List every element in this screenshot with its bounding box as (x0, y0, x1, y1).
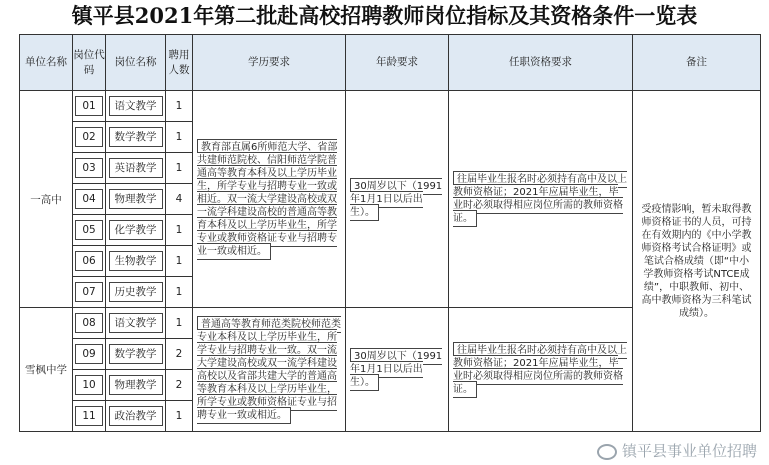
unit-name: 雪枫中学 (20, 308, 73, 432)
post-code: 09 (75, 344, 103, 364)
post-code: 11 (75, 406, 103, 426)
post-code: 04 (75, 189, 103, 209)
post-name: 历史教学 (109, 282, 163, 302)
post-count: 1 (166, 308, 193, 339)
unit-name: 一高中 (20, 91, 73, 308)
post-code: 08 (75, 313, 103, 333)
qual-text: 往届毕业生报名时必须持有高中及以上教师资格证；2021年应届毕业生，毕业时必须取得相应岗位所需的教师资格证。 (453, 171, 627, 227)
post-name: 语文教学 (109, 96, 163, 116)
post-count: 1 (166, 91, 193, 122)
edu-requirement (193, 91, 346, 308)
watermark (597, 440, 757, 461)
post-code: 10 (75, 375, 103, 395)
recruitment-table (19, 34, 761, 432)
post-count: 1 (166, 122, 193, 153)
post-count: 4 (166, 184, 193, 215)
post-count: 1 (166, 246, 193, 277)
age-text: 30周岁以下（1991年1月1日以后出生）。 (350, 348, 442, 391)
post-code: 02 (75, 127, 103, 147)
post-count: 1 (166, 277, 193, 308)
post-name: 政治教学 (109, 406, 163, 426)
header-edu: 学历要求 (193, 35, 346, 91)
qual-text: 往届毕业生报名时必须持有高中及以上教师资格证；2021年应届毕业生，毕业时必须取得相应岗位所需的教师资格证。 (453, 342, 627, 398)
header-row (20, 35, 761, 91)
post-count: 1 (166, 153, 193, 184)
post-count: 1 (166, 401, 193, 432)
post-count: 2 (166, 339, 193, 370)
post-code: 05 (75, 220, 103, 240)
post-name: 物理教学 (109, 375, 163, 395)
header-unit: 单位名称 (20, 35, 73, 91)
header-post: 岗位名称 (106, 35, 166, 91)
post-name: 物理教学 (109, 189, 163, 209)
wechat-icon (597, 444, 617, 460)
qual-requirement (449, 91, 633, 308)
post-name: 化学教学 (109, 220, 163, 240)
notes-cell: 受疫情影响，暂未取得教师资格证书的人员，可持在有效期内的《中小学教师资格考试合格证明》或笔试合格成绩（即“中小学教师资格考试NTCE成绩”，中职教师、初中、高中教师资格为三科笔试成绩）。 (633, 91, 761, 432)
post-name: 数学教学 (109, 344, 163, 364)
qual-requirement (449, 308, 633, 432)
watermark-text: 镇平县事业单位招聘 (621, 442, 757, 460)
header-note: 备注 (633, 35, 761, 91)
post-code: 06 (75, 251, 103, 271)
document-title: 镇平县2021年第二批赴高校招聘教师岗位指标及其资格条件一览表 (71, 3, 698, 28)
post-name: 数学教学 (109, 127, 163, 147)
post-code: 01 (75, 96, 103, 116)
age-requirement (346, 91, 449, 308)
header-age: 年龄要求 (346, 35, 449, 91)
header-code: 岗位代码 (73, 35, 106, 91)
post-count: 1 (166, 215, 193, 246)
post-code: 07 (75, 282, 103, 302)
age-text: 30周岁以下（1991年1月1日以后出生）。 (350, 178, 442, 221)
post-name: 语文教学 (109, 313, 163, 333)
header-count: 聘用人数 (166, 35, 193, 91)
table-row (20, 91, 761, 122)
post-name: 生物教学 (109, 251, 163, 271)
post-name: 英语教学 (109, 158, 163, 178)
post-count: 2 (166, 370, 193, 401)
header-qual: 任职资格要求 (449, 35, 633, 91)
age-requirement (346, 308, 449, 432)
edu-text: 普通高等教育师范类院校师范类专业本科及以上学历毕业生，所学专业与招聘专业一致。双一流大学建设高校或双一流学科建设高校以及省部共建大学的普通高等教育本科及以上学历毕业生，所学专业或教师资格证专业与招聘专业一致或相近。 (197, 316, 341, 424)
post-code: 03 (75, 158, 103, 178)
edu-text: 教育部直属6所师范大学、省部共建师范院校、信阳师范学院普通高等教育本科及以上学历毕业生，所学专业与招聘专业一致或相近。双一流大学建设高校或双一流学科建设高校的普通高等教育本科及以上学历毕业生，所学专业或教师资格证专业与招聘专业一致或相近。 (197, 139, 337, 260)
edu-requirement (193, 308, 346, 432)
